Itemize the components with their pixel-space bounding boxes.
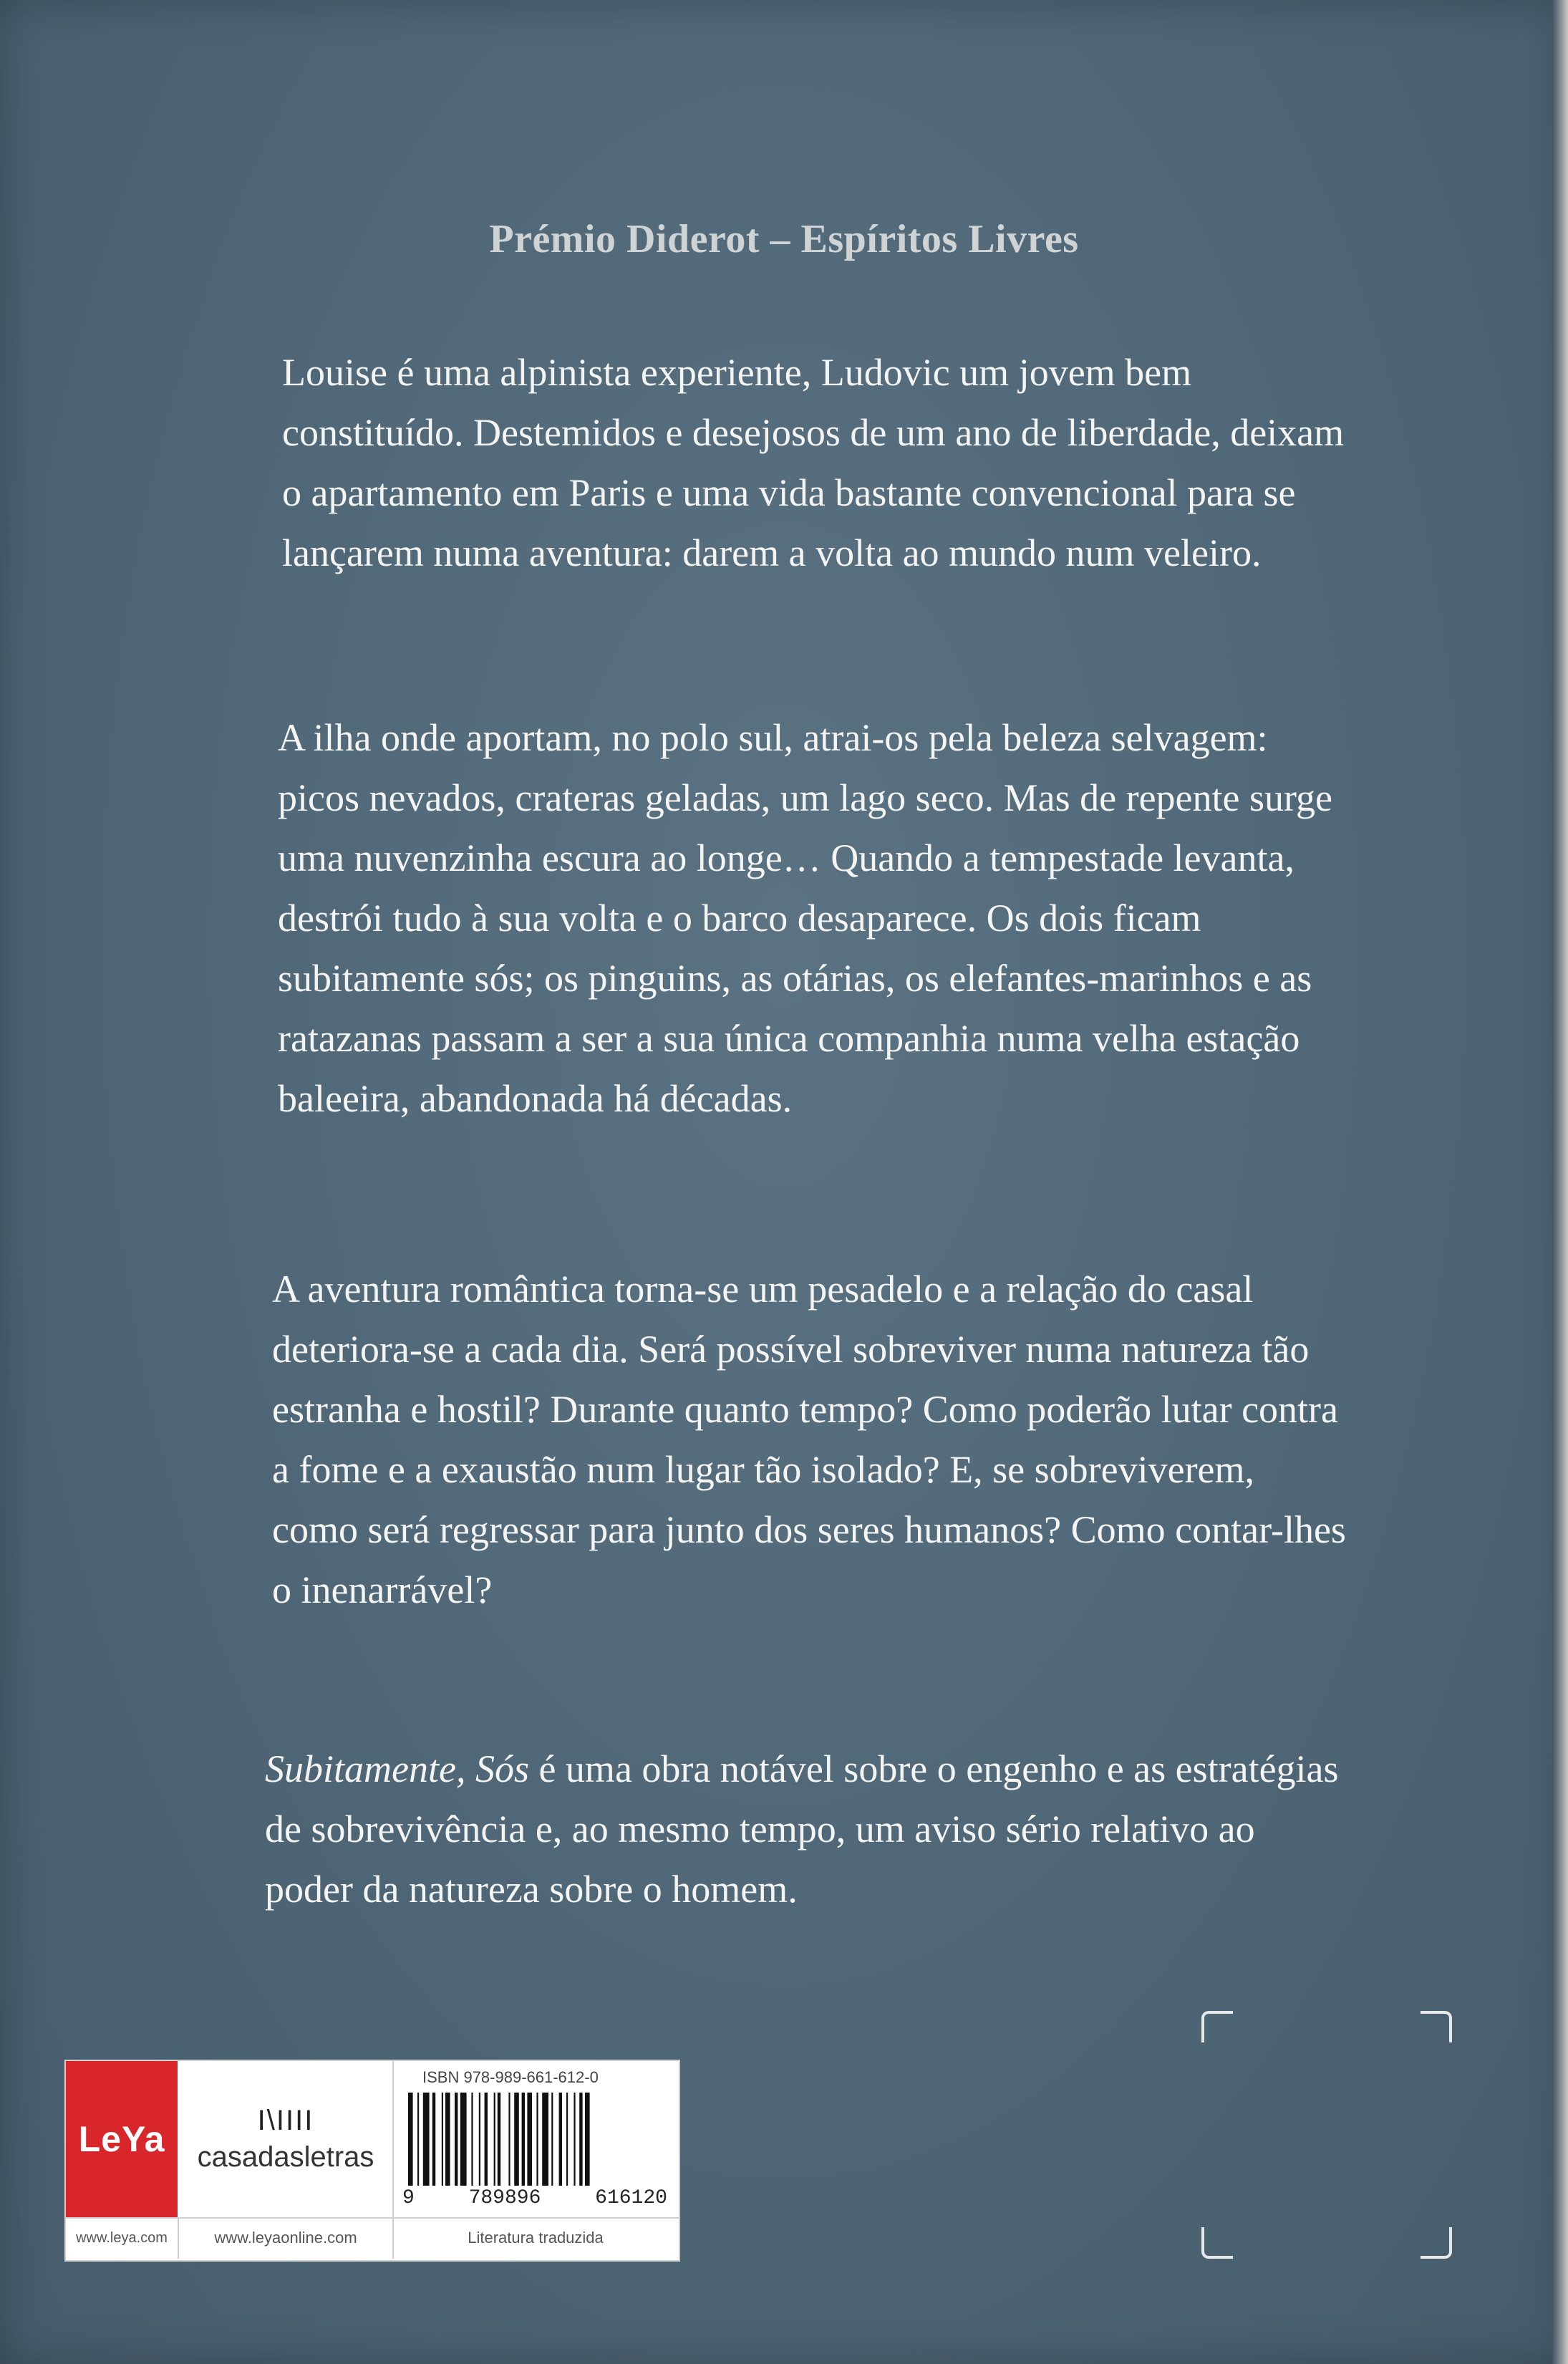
paragraph-text [265, 1739, 1339, 1919]
blurb-closing-paragraph [265, 1739, 1339, 1919]
book-category: Literatura traduzida [468, 2229, 604, 2247]
imprint-logo-box [179, 2061, 394, 2217]
isbn-digits [402, 2187, 667, 2209]
paragraph-text: Louise é uma alpinista experiente, Ludovic um jovem bem constituído. Destemidos e desejosos de um ano de liberdade, deixam o apartamento em Paris e uma vida bastante convencional para se lançarem numa aventura: darem a volta ao mundo num veleiro. [282, 351, 1345, 574]
sticker-corner-mark [1421, 2011, 1452, 2042]
blurb-paragraph-2 [278, 708, 1352, 1129]
award-title: Prémio Diderot – Espíritos Livres [489, 217, 1079, 261]
imprint-name: casadasletras [197, 2141, 374, 2173]
blurb-paragraph-1 [282, 342, 1356, 583]
publisher-info-box [64, 2060, 680, 2262]
sticker-corner-mark [1201, 2227, 1233, 2259]
isbn-digit-group: 9 [402, 2187, 415, 2209]
isbn-label: ISBN 978-989-661-612-0 [422, 2068, 599, 2086]
leya-logo: LeYa [78, 2119, 165, 2159]
isbn-block [394, 2061, 677, 2217]
closing-text: é uma obra notável sobre o engenho e as estratégias de sobrevivência e, ao mesmo tempo, um aviso sério relativo ao poder da natureza sobre o homem. [265, 1747, 1339, 1911]
blurb-paragraph-3 [272, 1259, 1346, 1620]
leya-logo-box [66, 2061, 178, 2217]
leya-url: www.leya.com [66, 2217, 179, 2259]
book-title-italic: Subitamente, Sós [265, 1747, 529, 1790]
imprint-url: www.leyaonline.com [179, 2217, 394, 2259]
paragraph-text: A aventura romântica torna-se um pesadelo e a relação do casal deteriora-se a cada dia. Será possível sobreviver numa natureza tão estranha e hostil? Durante quanto tempo? Como poderão lutar contra a fome e a exaustão num lugar tão isolado? E, se sobreviverem, como será regressar para junto dos seres humanos? Como contar-lhes o inenarrável? [272, 1268, 1346, 1611]
cover-edge [1552, 0, 1568, 2364]
barcode-icon [405, 2093, 663, 2186]
sticker-corner-mark [1201, 2011, 1233, 2042]
sticker-corner-mark [1421, 2227, 1452, 2259]
paragraph-text: A ilha onde aportam, no polo sul, atrai-os pela beleza selvagem: picos nevados, crateras geladas, um lago seco. Mas de repente surge uma nuvenzinha escura ao longe… Quando a tempestade levanta, destrói tudo à sua volta e o barco desaparece. Os dois ficam subitamente sós; os pinguins, as otárias, os elefantes-marinhos e as ratazanas passam a ser a sua única companhia numa velha estação baleeira, abandonada há décadas. [278, 716, 1332, 1120]
isbn-digit-group: 789896 [468, 2187, 541, 2209]
divider [66, 2217, 679, 2219]
book-spines-icon: I\IIII [257, 2105, 314, 2136]
isbn-digit-group: 616120 [595, 2187, 667, 2209]
